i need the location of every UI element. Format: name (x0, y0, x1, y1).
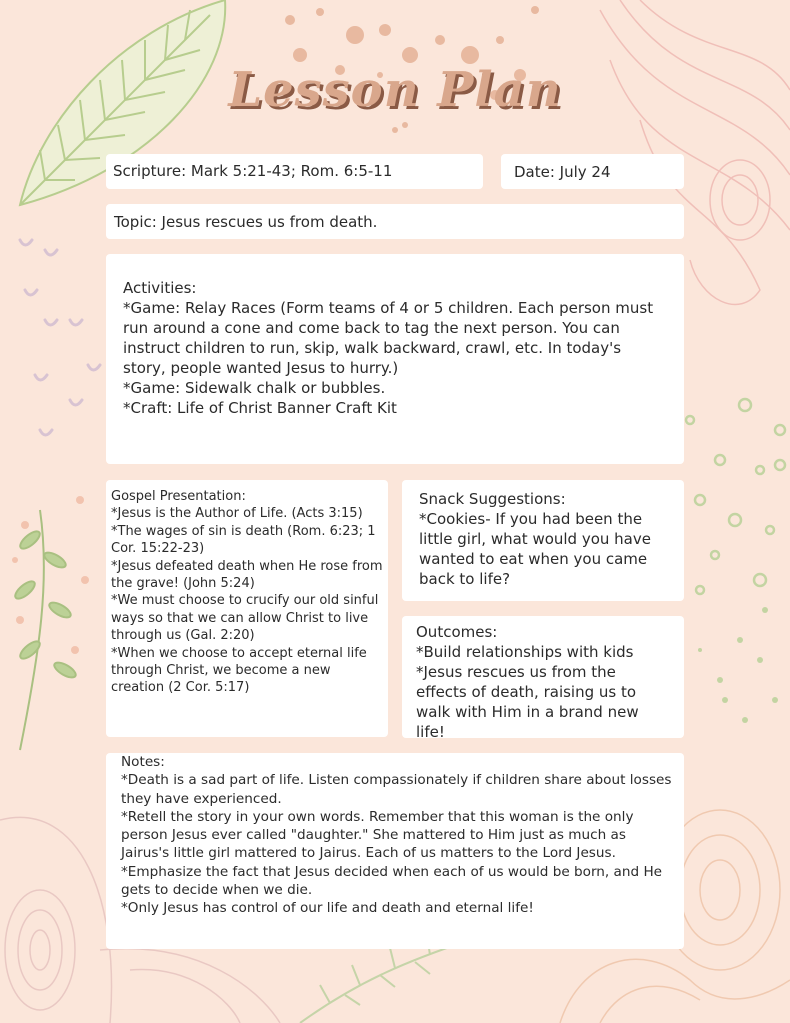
notes-item: *Death is a sad part of life. Listen compassionately if children share about losses they have experienced. (121, 772, 672, 807)
date-text: Date: July 24 (514, 163, 611, 181)
gospel-item: *Jesus defeated death when He rose from the grave! (John 5:24) (111, 558, 383, 592)
plant-sprig (13, 510, 78, 750)
gospel-item: *Jesus is the Author of Life. (Acts 3:15) (111, 506, 363, 522)
outcomes-item: *Build relationships with kids (416, 643, 634, 661)
outcomes-heading: Outcomes: (416, 623, 498, 641)
activities-card (106, 254, 684, 464)
peach-dots (12, 496, 89, 654)
activities-item: *Game: Relay Races (Form teams of 4 or 5 children. Each person must run around a cone and come back to tag the next person. You can instruct children to run, skip, walk backward, crawl, etc. In today's story, people wanted Jesus to hurry.) (123, 299, 654, 377)
notes-heading: Notes: (121, 754, 165, 770)
scripture-text: Scripture: Mark 5:21-43; Rom. 6:5-11 (113, 162, 393, 180)
snack-item: *Cookies- If you had been the little girl, what would you have wanted to eat when you came back to life? (419, 510, 651, 588)
gospel-item: *When we choose to accept eternal life through Christ, we become a new creation (2 Cor. 5:17) (111, 645, 367, 696)
ring-dots (686, 399, 785, 594)
snack-heading: Snack Suggestions: (419, 490, 566, 508)
scripture-card (106, 154, 483, 189)
notes-item: *Retell the story in your own words. Remember that this woman is the only person Jesus ever called "daughter." She mattered to Him just as much as Jairus's little girl mattered to Jairus. Each of us matters to the Lord Jesus. (121, 808, 634, 862)
snack-card (402, 480, 684, 601)
green-dots (698, 607, 778, 723)
gospel-card (106, 480, 388, 737)
gospel-item: *We must choose to crucify our old sinful ways so that we can allow Christ to live through us (Gal. 2:20) (111, 593, 379, 644)
notes-item: *Only Jesus has control of our life and death and eternal life! (121, 900, 534, 917)
gospel-item: *The wages of sin is death (Rom. 6:23; 1 Cor. 15:22-23) (111, 523, 376, 557)
squiggle-marks (20, 240, 100, 435)
gospel-heading: Gospel Presentation: (111, 489, 246, 504)
activities-heading: Activities: (123, 279, 197, 297)
notes-item: *Emphasize the fact that Jesus decided when each of us would be born, and He gets to decide when we die. (121, 863, 663, 899)
outcomes-item: *Jesus rescues us from the effects of death, raising us to walk with Him in a brand new life! (416, 663, 639, 741)
topic-card (106, 204, 684, 239)
page-title: Lesson Plan (228, 62, 562, 118)
notes-card (106, 753, 684, 949)
topic-text: Topic: Jesus rescues us from death. (114, 213, 378, 231)
outcomes-card (402, 616, 684, 741)
activities-item: *Craft: Life of Christ Banner Craft Kit (123, 399, 397, 417)
date-card (501, 154, 684, 189)
activities-item: *Game: Sidewalk chalk or bubbles. (123, 379, 386, 397)
